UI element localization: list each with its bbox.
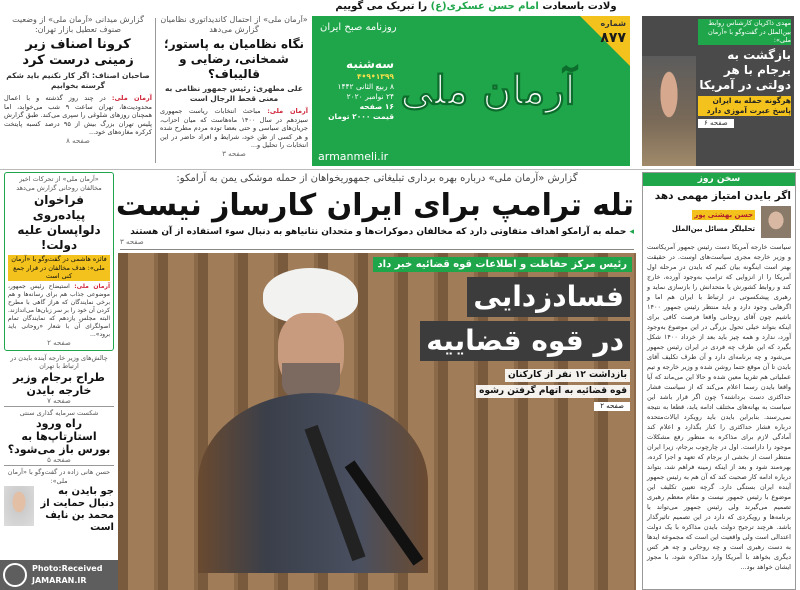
- story-headline: کرونا اصناف زیر زمینی درست کرد: [22, 37, 134, 68]
- box-text: [698, 19, 791, 128]
- banner-prefix: ولادت باسعادت: [538, 1, 617, 12]
- price: قیمت ۲۰۰۰ تومان: [328, 112, 394, 121]
- watermark-text-2: JAMARAN.IR: [32, 576, 87, 585]
- story-military-candidates[interactable]: [160, 15, 308, 167]
- watermark: [0, 560, 118, 590]
- page-count: ۱۶ صفحه: [359, 102, 394, 111]
- photo-sub-2: قوه قضائیه به اتهام گرفتن رشوه: [476, 385, 630, 398]
- main-story[interactable]: [115, 172, 636, 253]
- page-ref: صفحه ۳: [222, 149, 246, 158]
- photo-sub-1: بازداشت ۱۲ نفر از کارکنان: [505, 369, 630, 382]
- story-kicker: «آرمان ملی» از تحرکات اخیر مخالفان روحانی گزارش می‌دهد: [16, 175, 102, 192]
- author-block: [643, 206, 795, 240]
- author-role: تحلیلگر مسائل بین‌الملل: [671, 225, 755, 233]
- page-ref: صفحه ۲: [594, 402, 630, 411]
- story-text: استیضاح رئیس جمهور، موضوعی جذاب هم برای رسانه‌ها و هم برخی نمایندگان که هراز گاهی با مطرح کردن آن خود را بر سر زبان‌ها می‌اندازند. البته مجلس یازدهم که نمایندگان تمام اصولگرای آن با شعار «روحانی باید برود»...: [8, 282, 110, 338]
- editorial-headline: اگر بایدن امتیاز مهمی دهد: [654, 190, 791, 202]
- page-ref: صفحه ۲: [47, 338, 71, 347]
- date-gregorian: ۲۴ نوامبر ۲۰۲۰: [346, 92, 394, 101]
- center-column: [115, 172, 636, 590]
- section-header: [643, 173, 795, 186]
- date-hijri: ۸ ربیع الثانی ۱۴۴۲: [337, 82, 394, 91]
- main-headline: تله ترامپ برای ایران کارساز نیست: [115, 188, 634, 223]
- story-body: [160, 107, 308, 150]
- story-lead: آرمان ملی:: [267, 107, 308, 115]
- left-column: [4, 172, 114, 558]
- issue-number: ۸۷۷: [600, 30, 626, 46]
- website[interactable]: armanmeli.ir: [318, 150, 389, 163]
- photo-headline-1: فسادزدایی: [467, 277, 630, 317]
- photo-kicker: رئیس مرکز حفاظت و اطلاعات قوه قضائیه خبر داد: [373, 257, 632, 272]
- photo-story[interactable]: [118, 253, 636, 590]
- story-corona-guilds[interactable]: [4, 15, 152, 167]
- story-text: در چند روز گذشته و با اعمال محدودیت‌ها، تهران ساعت ۹ شب می‌خوابد، اما همچنان روزهای شلوغی را سپری می‌کند. طبق گزارش پلیس تهران بزرگ بیش از ۹۵ درصد کسبه پایتخت کرکره مغازه‌های خود...: [4, 94, 152, 136]
- story-kicker: چالش‌های وزیر خارجه آینده بایدن در ارتباط با تهران: [10, 353, 108, 370]
- separator: [0, 169, 800, 170]
- story-headline: جو بایدن به دنبال حمایت از محمد بن نایف است: [40, 486, 114, 533]
- story-headline: طراح برجام وزیر خارجه بایدن: [13, 370, 105, 397]
- story-headline: راه ورود استارتاپ‌ها به بورس باز می‌شود؟: [7, 417, 111, 456]
- story-sub: صاحبان اصناف: اگر کار نکنیم باید شکم گرسنه بخوابیم: [6, 71, 150, 90]
- story-lead: آرمان ملی:: [74, 282, 110, 290]
- banner-highlight: امام حسن عسکری(ع): [430, 1, 539, 12]
- watermark-logo-icon: [3, 563, 27, 587]
- page-ref: صفحه ۷: [47, 396, 71, 405]
- page-ref: صفحه ۵: [47, 456, 71, 464]
- robe: [198, 393, 428, 573]
- story-protest-call[interactable]: [4, 172, 114, 351]
- story-jcpoa-designer[interactable]: [4, 354, 114, 407]
- story-headline: فراخوان پیاده‌روی دلواپسان علیه دولت!: [17, 193, 101, 252]
- issue-label: شماره: [600, 19, 626, 28]
- cleric-photo: [178, 253, 438, 573]
- top-banner: [312, 0, 640, 14]
- photo-headline-2: در قوه قضاییه: [420, 321, 630, 361]
- editorial-column[interactable]: [642, 172, 796, 590]
- page-ref: صفحه ۳: [120, 238, 144, 246]
- story-kicker: شکست سرمایه گذاری سنتی: [19, 408, 99, 417]
- box-kicker: مهدی ذاکریان کارشناس روابط بین‌الملل در گفت‌وگو با «آرمان ملی»:: [698, 19, 791, 45]
- story-body: [4, 94, 152, 137]
- page-ref: صفحه ۸: [66, 136, 90, 145]
- masthead: [312, 16, 630, 166]
- box-headline: بازگشت به برجام با هر دولتی در آمریکا: [699, 47, 791, 92]
- banner-suffix: را تبریک می گوییم: [335, 1, 431, 12]
- story-kicker: حسن هانی زاده در گفت‌وگو با «آرمان ملی»:: [7, 468, 111, 485]
- day: سه‌شنبه: [346, 57, 394, 71]
- person-photo: [4, 486, 34, 526]
- story-sub: علی مطهری: رئیس جمهور نظامی به معنی قحط الرجال است: [164, 84, 303, 103]
- story-biden-bin-nayef[interactable]: [4, 468, 114, 534]
- story4-row: [4, 486, 114, 534]
- story-headline: نگاه نظامیان به پاستور؛ شمخانی، رضایی و قالیباف؟: [163, 37, 305, 81]
- tagline: روزنامه صبح ایران: [320, 22, 397, 33]
- divider: [155, 18, 156, 163]
- main-sub: [120, 226, 634, 238]
- story-kicker: گزارش میدانی «آرمان ملی» از وضعیت صنوف تعطیل بازار تهران:: [12, 15, 144, 34]
- author-photo: [761, 206, 791, 238]
- story-kicker: «آرمان ملی» از احتمال کاندیداتوری نظامیان گزارش می‌دهد: [160, 15, 308, 34]
- watermark-text-1: Photo:Received: [32, 564, 103, 573]
- interview-box[interactable]: [642, 16, 794, 166]
- story-startups[interactable]: [4, 409, 114, 467]
- story-lead: آرمان ملی:: [111, 94, 152, 102]
- page-ref: صفحه ۶: [698, 119, 734, 128]
- box-sub: هرگونه حمله به ایران پاسخ عبرت آموزی دارد: [698, 96, 791, 116]
- story-body: [8, 283, 110, 339]
- divider: [120, 249, 634, 250]
- section-title: سخن روز: [697, 174, 741, 184]
- main-sub-text: حمله به آرامکو اهداف متفاوتی دارد که مخالفان دموکرات‌ها و متحدان نتانیاهو به دنبال سوء استفاده از آن هستند: [130, 227, 627, 237]
- masthead-logo: آرمان ملی: [400, 67, 576, 114]
- editorial-body: سیاست خارجه آمریکا دست رئیس جمهور آمریکاست و وزیر خارجه مجری سیاست‌های اوست. در حقیقت بهتر است اینگونه بیان کنیم که بایدن در مرحله اول آمریکا را از انزوایی که ترامپ به‌وجود آورده، خارج کند و روابط کشورش با متحدانش را بازسازی نماید و رهبری پیشکسوتی در ارتباط با ایران هم اما و اگرهایی وجود دارد و باید منتظر رئیس جمهور ۱۴۰۰ باشیم چون آقای روحانی واقعا فرصت کافی برای اینکه بتواند خیلی تحول بزرگی در این موضوع به‌وجود آورد، ندارد و همه چیز باید بعد از خرداد ۱۴۰۰ شکل بگیرد که این طرف چه فردی در ایران رئیس جمهور می‌شود و چه برنامه‌ای دارد و آن طرف تکلیف آقای بایدن تا آن موقع حتما روشن شده و وزیر خارجه و تیم عملیاتی هم تقریبا معین شده و حالا این می‌ماند که آیا واقعا بایدن رسما اعلام می‌کند که از سیاست فشار حداکثری دست برداشته؟ چون اگر قرار باشد این سیاست به بهانه‌های مختلف ادامه یابد، قطعا به نتیجه نمی‌رسند. بنابراین بایدن باید رویکرد ایالات‌متحده درباره فشار حداکثری را کنار بگذارد و اعلام کند آمادگی لازم برای مذاکره به منظور رفع مشکلات موجود را داراست. اول در چارچوب برجام، زیرا ایران منتظر است از بخشی از برجام که تعهد و اجرا کرده، بهره‌مند شود و بعد از اینکه زمینه فراهم شد، بتواند درباره ادامه کار صحبت کند که آن هم به رئیس جمهور آینده ایران بستگی دارد. گرچه تعیین تکلیف این موضوع با رئیس جمهور نیست و مقام معظم رهبری تصمیم می‌گیرند ولی رئیس جمهور می‌تواند با برنامه‌ها و رویکردی که دارد در این تصمیم تاثیرگذار باشد. هرچند ترجیح دولت بایدن مذاکره با یک دولت اعتدالی است ولی واقعیت این است که مجموعه ایدها به دست رهبری است و چه روحانی و چه هر کس دیگری بخواهد با آمریکا وارد مذاکره شود، با مجوز ایشان خواهد بود...: [647, 243, 791, 571]
- bullet-icon: ◂: [626, 227, 634, 237]
- date-solar: ۱۳۹۹•۹•۴: [356, 72, 394, 81]
- story-text: مباحث انتخابات ریاست جمهوری سیزدهم در سال ۱۴۰۰ ماه‌هاست که میان احزاب، جریان‌های سیاسی و حتی بعضا توده مردم مطرح شده و هر کسی از ظن خود، شرایط و افراد حاضر در این انتخابات را تحلیل و...: [160, 107, 308, 149]
- author-name: حسن بهشتی پور: [694, 211, 753, 219]
- main-kicker: گزارش «آرمان ملی» درباره بهره برداری تبلیغاتی جمهوریخواهان از حمله موشکی یمن به آرامکو:: [176, 173, 578, 184]
- masthead-info: [318, 56, 394, 122]
- interviewee-photo: [642, 56, 696, 166]
- story-sub: فائزه هاشمی در گفت‌وگو با «آرمان ملی»: هدف مخالفان در قرار جمع کنی است: [8, 255, 110, 281]
